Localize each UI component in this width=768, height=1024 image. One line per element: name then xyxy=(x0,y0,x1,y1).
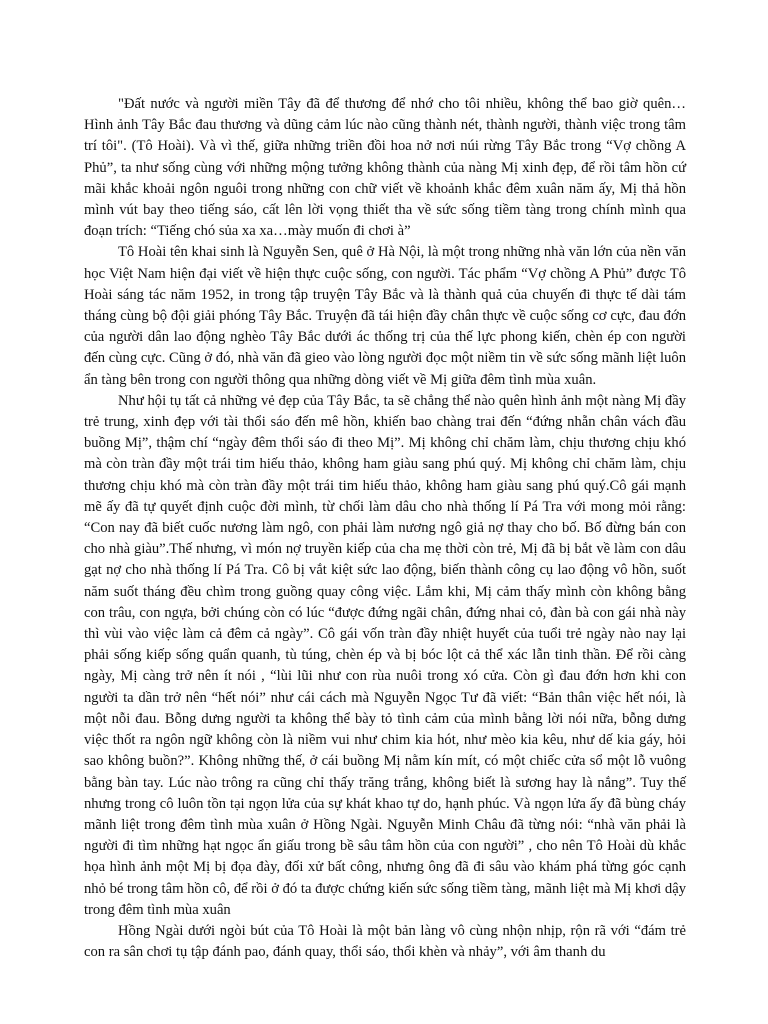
paragraph-author: Tô Hoài tên khai sinh là Nguyễn Sen, quê ở Hà Nội, là một trong những nhà văn lớn của nền văn học Việt Nam hiện đại viết về hiện thực cuộc sống, con người. Tác phẩm “Vợ chồng A Phủ” được Tô Hoài sáng tác năm 1952, in trong tập truyện Tây Bắc và là thành quả của chuyến đi thực tế dài tám tháng cùng bộ đội giải phóng Tây Bắc. Truyện đã tái hiện đầy chân thực về cuộc sống cơ cực, đau đớn của người dân lao động nghèo Tây Bắc dưới ác thống trị của thế lực phong kiến, chèn ép con người đến cùng cực. Cũng ở đó, nhà văn đã gieo vào lòng người đọc một niềm tin về sức sống mãnh liệt luôn ẩn tàng bên trong con người thông qua những dòng viết về Mị giữa đêm tình mùa xuân. xyxy=(84,244,686,388)
document-page xyxy=(84,94,686,963)
paragraph-hong-ngai: Hồng Ngài dưới ngòi bút của Tô Hoài là một bản làng vô cùng nhộn nhịp, rộn rã với “đám trẻ con ra sân chơi tụ tập đánh pao, đánh quay, thổi sáo, thổi khèn và nhảy”, với âm thanh du xyxy=(84,922,686,961)
paragraph-intro: "Đất nước và người miền Tây đã để thương để nhớ cho tôi nhiều, không thể bao giờ quên… Hình ảnh Tây Bắc đau thương và dũng cảm lúc nào cũng thành nét, thành người, thành việc trong tâm trí tôi". (Tô Hoài). Và vì thế, giữa những triền đồi hoa nở nơi núi rừng Tây Bắc trong “Vợ chồng A Phủ”, ta như sống cùng với những mộng tưởng không thành của nàng Mị xinh đẹp, để rồi tâm hồn cứ mãi khắc khoải ngôn nguôi trong những con chữ viết về khoảnh khắc đêm xuân năm ấy, Mị thả hồn mình vút bay theo tiếng sáo, cất lên lời vọng thiết tha về sức sống tiềm tàng trong chính mình qua đoạn trích: “Tiếng chó sủa xa xa…mày muốn đi chơi à” xyxy=(84,96,686,240)
paragraph-character: Như hội tụ tất cả những vẻ đẹp của Tây Bắc, ta sẽ chẳng thể nào quên hình ảnh một nàng Mị đầy trẻ trung, xinh đẹp với tài thổi sáo đến mê hồn, khiến bao chàng trai đến “đứng nhẵn chân vách đầu buồng Mị”, thậm chí “ngày đêm thổi sáo đi theo Mị”. Mị không chỉ chăm làm, chịu thương chịu khó mà còn tràn đầy một trái tim hiếu thảo, không ham giàu sang phú quý. Mị không chỉ chăm làm, chịu thương chịu khó mà còn tràn đầy một trái tim hiếu thảo, không ham giàu sang phú quý.Cô gái mạnh mẽ ấy đã tự quyết định cuộc đời mình, từ chối làm dâu cho nhà thống lí Pá Tra với mong mỏi rằng: “Con nay đã biết cuốc nương làm ngô, con phải làm nương ngô giả nợ thay cho bố. Bố đừng bán con cho nhà giàu”.Thế nhưng, vì món nợ truyền kiếp của cha mẹ thời còn trẻ, Mị đã bị bắt về làm con dâu gạt nợ cho nhà thống lí Pá Tra. Cô bị vắt kiệt sức lao động, biến thành công cụ lao động vô hồn, suốt năm suốt tháng đều chìm trong guồng quay công việc. Lắm khi, Mị cảm thấy mình còn không bằng con trâu, con ngựa, bởi chúng còn có lúc “được đứng ngãi chân, đứng nhai cỏ, đàn bà con gái nhà này thì vùi vào việc làm cả đêm cả ngày”. Cô gái vốn tràn đầy nhiệt huyết của tuổi trẻ ngày nào nay lại phải sống kiếp sống quẩn quanh, tù túng, chèn ép và bị bóc lột cả thể xác lẫn tinh thần. Để rồi càng ngày, Mị càng trở nên ít nói , “lùi lũi như con rùa nuôi trong xó cửa. Còn gì đau đớn hơn khi con người ta dần trở nên “hết nói” như cái cách mà Nguyễn Ngọc Tư đã viết: “Bản thân việc hết nói, là một nỗi đau. Bỗng dưng người ta không thể bày tỏ tình cảm của mình bằng lời nói nữa, bỗng dưng việc thốt ra ngôn ngữ không còn là niềm vui như chim kia hót, như mèo kia kêu, như dế kia gáy, hỏi sao không buồn?”. Không những thế, ở cái buồng Mị nằm kín mít, có một chiếc cửa sổ một lỗ vuông bằng bàn tay. Lúc nào trông ra cũng chỉ thấy trăng trắng, không biết là sương hay là nắng”. Tuy thế nhưng trong cô luôn tồn tại ngọn lửa của sự khát khao tự do, hạnh phúc. Và ngọn lửa ấy đã bùng cháy mãnh liệt trong đêm tình mùa xuân ở Hồng Ngài. Nguyễn Minh Châu đã từng nói: “nhà văn phải là người đi tìm những hạt ngọc ẩn giấu trong bề sâu tâm hồn của con người” , cho nên Tô Hoài dù khắc họa hình ảnh một Mị bị đọa đày, đối xử bất công, nhưng ông đã đi sâu vào khám phá từng góc cạnh nhỏ bé trong tâm hồn cô, để rồi ở đó ta được chứng kiến sức sống tiềm tàng, mãnh liệt mà Mị khơi dậy trong đêm tình mùa xuân xyxy=(84,392,686,918)
